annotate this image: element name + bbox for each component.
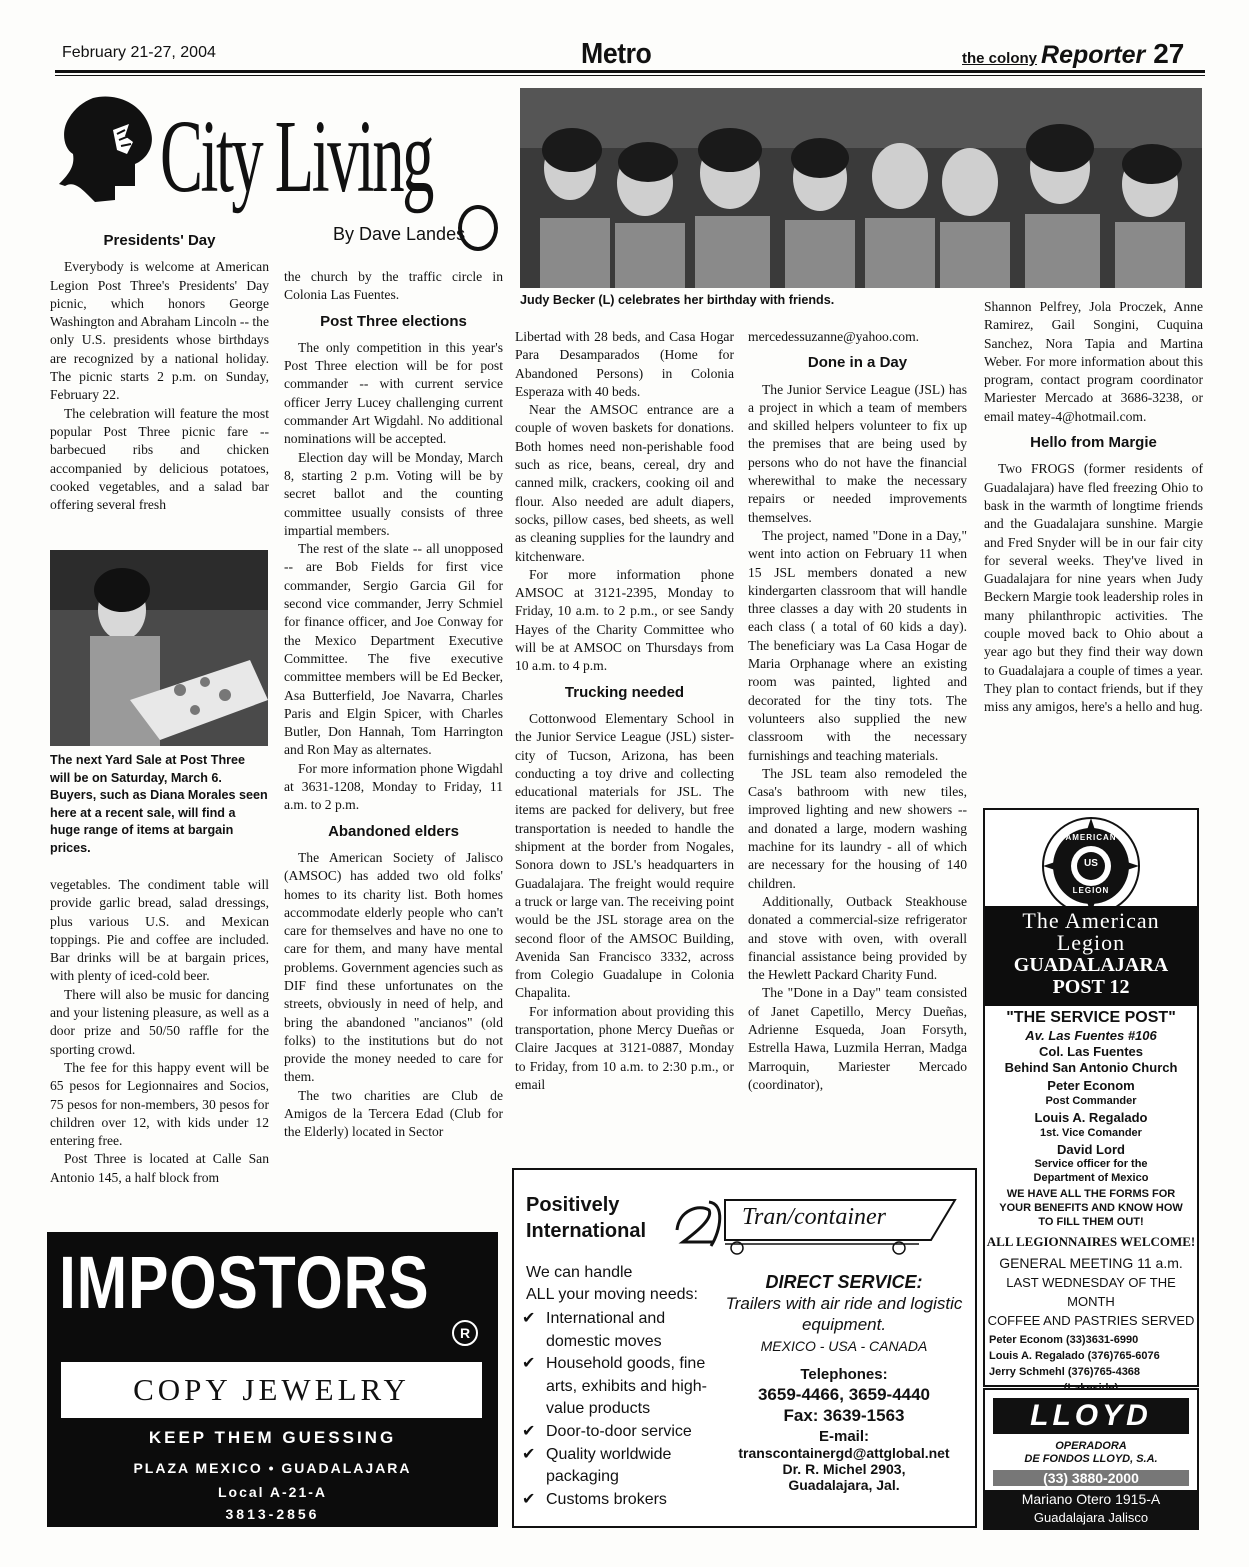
heading-trucking-needed: Trucking needed — [564, 683, 685, 701]
trans-headline-2: International — [526, 1220, 647, 1242]
paper-name: Reporter — [1041, 41, 1146, 69]
legion-name-2: Louis A. Regalado — [1034, 1109, 1148, 1125]
lloyd-line-2: DE FONDOS LLOYD, S.A. — [1024, 1453, 1158, 1465]
trans-city: Guadalajara, Jal. — [788, 1477, 900, 1493]
heading-abandoned-elders: Abandoned elders — [328, 822, 459, 840]
legion-emblem-center: US — [1084, 858, 1098, 869]
article-column-1b — [50, 876, 269, 1187]
legion-name-1: Peter Econom — [1047, 1078, 1135, 1094]
trans-tel: 3659-4466, 3659-4440 — [757, 1385, 931, 1404]
registered-mark — [452, 1320, 478, 1346]
list-item — [522, 1421, 722, 1444]
lloyd-logo — [993, 1398, 1189, 1434]
transcontainer-ad — [512, 1168, 977, 1528]
paragraph: The "Done in a Day" team consisted of Janet Capetillo, Mercy Dueñas, Adrienne Esqueda, Joan Forsyth, Estrella Hawa, Luzmila Herran, Madga Marroquin, Mariester Mercado (coordinator), — [748, 985, 967, 1092]
title-circle — [458, 205, 498, 251]
registered-letter: R — [459, 1325, 471, 1341]
legion-service-post: "THE SERVICE POST" — [1006, 1009, 1176, 1026]
legion-contact-3: Jerry Schmehl (376)765-4368 — [989, 1365, 1141, 1378]
service-item: Door-to-door service — [546, 1422, 692, 1440]
list-item — [522, 1444, 722, 1489]
page-number: 27 — [1153, 38, 1185, 69]
check-icon: ✔ — [522, 1445, 536, 1463]
list-item — [522, 1353, 722, 1421]
impostors-location: PLAZA MEXICO • GUADALAJARA — [133, 1460, 412, 1476]
legion-meeting-2: LAST WEDNESDAY OF THE MONTH — [1006, 1275, 1176, 1310]
trans-headline-1: Positively — [526, 1194, 620, 1216]
impostors-subtitle: COPY JEWELRY — [61, 1362, 482, 1418]
trans-fax: Fax: 3639-1563 — [783, 1406, 905, 1425]
lloyd-addr-2: Guadalajara Jalisco — [1033, 1510, 1149, 1525]
lloyd-ad — [983, 1388, 1199, 1530]
legion-title-4: POST 12 — [1052, 976, 1130, 998]
article-column-5 — [984, 298, 1203, 717]
birthday-photo — [520, 88, 1202, 288]
paper-name-block — [962, 38, 1184, 70]
paragraph: Near the AMSOC entrance are a couple of woven baskets for donations. Both homes need non-perishable food such as rice, beans, cereal, dry and canned milk, crackers, cooking oil and flour. Also needed are adult diapers, socks, pillow cases, bed sheets, as well as cleaning supplies for the laundry and kitchenware. — [515, 402, 734, 564]
article-column-4 — [748, 328, 967, 1094]
heading-presidents-day: Presidents' Day — [103, 232, 216, 249]
legion-role-3: Service officer for the Department of Mexico — [1033, 1158, 1149, 1185]
trans-tel-label: Telephones: — [800, 1366, 888, 1383]
legion-title-2: Legion — [1056, 930, 1126, 955]
legion-forms: WE HAVE ALL THE FORMS FOR YOUR BENEFITS AND KNOW HOW TO FILL THEM OUT! — [999, 1188, 1183, 1229]
paragraph: The Junior Service League (JSL) has a project in which a team of members and skilled helpers volunteer to fix up the premises that are being used by persons who do not have the financial wherewithal to make the necessary repairs or needed improvements themselves. — [748, 381, 967, 525]
legion-contact-1: Peter Econom (33)3631-6990 — [989, 1334, 1139, 1347]
heading-done-in-a-day: Done in a Day — [807, 354, 908, 372]
trans-logo-text: Tran/container — [742, 1204, 887, 1230]
service-item: Quality worldwide packaging — [546, 1445, 672, 1486]
birthday-photo-caption: Judy Becker (L) celebrates her birthday with friends. — [520, 293, 835, 307]
paragraph: For more information phone Wigdahl at 3631-1208, Monday to Friday, 11 a.m. to 2 p.m. — [284, 760, 503, 813]
legion-role-1: Post Commander — [1045, 1095, 1137, 1108]
heading-post-three-elections: Post Three elections — [320, 312, 467, 330]
legion-title-1: The American — [1022, 908, 1160, 933]
legion-emblem-bottom: LEGION — [1072, 886, 1110, 895]
legion-welcome: ALL LEGIONNAIRES WELCOME! — [986, 1234, 1196, 1250]
paragraph: The fee for this happy event will be 65 pesos for Legionnaires and Socios, 75 pesos for non-members, 30 pesos for children over 12, with kids under 12 entering free. — [50, 1059, 269, 1149]
issue-date: February 21-27, 2004 — [62, 44, 216, 61]
article-column-1 — [50, 230, 269, 514]
paragraph: Two FROGS (former residents of Guadalajara) have fled freezing Ohio to bask in the warmth of longtime friends and the Guadalajara sunshine. Margie and Fred Snyder will be in our fair city for several weeks. They've lived in Guadalajara for nine years when Judy Beckern Margie took leadership roles in many philanthropic activities. The couple moved back to Ohio about a year ago but they find their way down to Guadalajara a couple of times a year. They plan to contact friends, but if they miss any amigos, here's a hello and hug. — [984, 461, 1203, 715]
paragraph: For information about providing this transportation, phone Mercy Dueñas or Claire Jacques at 3121-0887, Monday to Friday, from 10 a.m. to 2:30 p.m., or email — [515, 1003, 734, 1092]
paragraph: There will also be music for dancing and your listening pleasure, as well as a door prize and 50/50 raffle for the sporting crowd. — [50, 986, 269, 1057]
city-living-logo-icon — [55, 90, 167, 215]
lloyd-brand: LLOYD — [1030, 1399, 1152, 1432]
service-item: Household goods, fine arts, exhibits and high-value products — [546, 1355, 707, 1418]
paragraph: Cottonwood Elementary School in the Junior Service League (JSL) sister-city of Tucson, Arizona, has been conducting a toy drive and collecting educational materials for JSL. The items are packed for delivery, but free transportation is needed to handle the shipment at the border from Nogales, Sonora down to JSL's headquarters in Guadalajara. The freight would require a truck or large van. The receiving point would be the JSL storage area on the second floor of the AMSOC Building, Avenida San Francisco 3332, across from Colegio Guadalupe in Colonia Chapalita. — [515, 710, 734, 1001]
service-item: International and domestic moves — [546, 1310, 666, 1350]
paragraph: Election day will be Monday, March 8, starting 2 p.m. Voting will be by secret ballot and the counting committee usually consists of three impartial members. — [284, 449, 503, 538]
check-icon: ✔ — [522, 1422, 536, 1440]
lloyd-addr-1: Mariano Otero 1915-A — [1021, 1491, 1161, 1507]
article-column-3 — [515, 328, 734, 1094]
paragraph: The celebration will feature the most popular Post Three picnic fare -- barbecued ribs and chicken accompanied by delicious potatoes, cooked vegetables, and a salad bar offering several fresh — [50, 405, 269, 513]
impostors-local: Local A-21-A — [217, 1484, 328, 1500]
paragraph: For more information phone AMSOC at 3121-2395, Monday to Friday, 10 a.m. to 2 p.m., or see Sandy Hayes of the Charity Committee who will be at AMSOC on Thursdays from 10 a.m. to 4 p.m. — [515, 566, 734, 674]
check-icon: ✔ — [522, 1310, 536, 1327]
paragraph: The two charities are Club de Amigos de la Tercera Edad (Club for the Elderly) located in Sector — [284, 1087, 503, 1140]
lloyd-line-1: OPERADORA — [1055, 1440, 1127, 1452]
paragraph: The rest of the slate -- all unopposed -- are Bob Fields for first vice commander, Sergio Garcia Gil for second vice commander, Jerry Schmiel for finance officer, and Joe Conway for the Mexico Department Executive Committee. The five executive committee members will be Ed Becker, Asa Butterfield, Joe Navarra, Charles Paris and Elgin Spicer, with Charles Butler, Don Hannah, Tom Harrington and Ron May as alternates. — [284, 541, 503, 758]
american-legion-ad — [983, 808, 1199, 1387]
legion-meeting-3: COFFEE AND PASTRIES SERVED — [987, 1313, 1195, 1329]
trans-direct: DIRECT SERVICE: — [765, 1272, 923, 1292]
check-icon: ✔ — [522, 1355, 536, 1373]
trans-email: transcontainergd@attglobal.net — [738, 1445, 950, 1461]
section-name: Metro — [581, 38, 652, 70]
trans-address: Dr. R. Michel 2903, — [782, 1461, 906, 1477]
paragraph: The project, named "Done in a Day," went into action on February 11 when 15 JSL members donated a new kindergarten classroom that will handle three classes a day with 20 students in each class ( a total of 60 kids a day). The beneficiary was La Casa Hogar de Maria Orphanage where an existing room was painted, lighted and decorated for the tiny tots. The volunteers also supplied the new classroom with the necessary furnishings and teaching materials. — [748, 527, 967, 763]
paragraph: The only competition in this year's Post Three election will be for post commander -- with current service officer Jerry Lucey challenging current commander Art Wigdahl. No additional nominations will be accepted. — [284, 339, 503, 447]
impostors-ad — [47, 1232, 498, 1527]
service-item: Customs brokers — [546, 1490, 667, 1508]
trans-countries: MEXICO - USA - CANADA — [760, 1338, 928, 1354]
legion-details — [985, 1008, 1197, 1396]
trans-trailers: Trailers with air ride and logistic equipment. — [725, 1294, 963, 1334]
legion-addr-2: Col. Las Fuentes — [1038, 1043, 1144, 1059]
trans-intro-2: ALL your moving needs: — [526, 1286, 698, 1303]
column-title: City Living — [160, 99, 432, 214]
column-byline: By Dave Landes — [333, 224, 466, 244]
yard-sale-photo — [50, 550, 268, 746]
legion-contact-2: Louis A. Regalado (376)765-6076 — [989, 1349, 1160, 1362]
legion-addr-1: Av. Las Fuentes #106 — [1025, 1028, 1157, 1043]
trans-intro-1: We can handle — [526, 1264, 633, 1281]
paragraph: The American Society of Jalisco (AMSOC) has added two old folks' homes to its charity list. Both homes accommodate elderly people who can't care for themselves and have no one to care for them, and many have mental problems. Government agencies such as DIF find these unfortunates on the streets, obviously in need of help, and bring the abandoned "ancianos" (old folks) to the institutions but do not provide the money needed to care for them. — [284, 849, 503, 1085]
legion-role-2: 1st. Vice Comander — [1040, 1126, 1142, 1139]
article-column-2 — [284, 268, 503, 1142]
trans-email-label: E-mail: — [818, 1428, 869, 1445]
legion-name-3: David Lord — [1057, 1141, 1125, 1157]
paragraph: the church by the traffic circle in Colonia Las Fuentes. — [284, 269, 503, 303]
paragraph: Everybody is welcome at American Legion Post Three's Presidents' Day picnic, which honors George Washington and Abraham Lincoln -- the only U.S. presidents whose birthdays are recognized by a national holiday. The picnic starts 2 p.m. on Sunday, February 22. — [50, 259, 269, 403]
paragraph: mercedessuzanne@yahoo.com. — [748, 329, 920, 344]
list-item — [522, 1308, 722, 1353]
lloyd-bottom — [985, 1490, 1197, 1528]
impostors-phone: 3813-2856 — [225, 1506, 320, 1522]
impostors-brand: IMPOSTORS — [59, 1241, 430, 1324]
paragraph: Libertad with 28 beds, and Casa Hogar Para Desamparados (Home for Abandoned Persons) in Colonia Esperaza with 40 beds. — [515, 329, 734, 399]
list-item — [522, 1489, 722, 1512]
check-icon: ✔ — [522, 1490, 536, 1508]
paragraph: Shannon Pelfrey, Jola Proczek, Anne Ramirez, Gail Songini, Cuquina Sanchez, Nora Tapia and Martina Weber. For more information about this program, contact program coordinator Mariester Mercado at 3686-3238, or email matey-4@hotmail.com. — [984, 299, 1203, 424]
paragraph: Post Three is located at Calle San Antonio 145, a half block from — [50, 1151, 269, 1185]
legion-title-3: GUADALAJARA — [1013, 954, 1169, 976]
impostors-slogan: KEEP THEM GUESSING — [148, 1428, 397, 1447]
paper-prefix: the colony — [962, 50, 1038, 67]
legion-addr-3: Behind San Antonio Church — [1004, 1059, 1178, 1075]
trans-services-list — [522, 1308, 722, 1511]
heading-hello-from-margie: Hello from Margie — [1030, 434, 1157, 452]
paragraph: Additionally, Outback Steakhouse donated a commercial-size refrigerator and stove with oven, with overall financial assistance being provided by the Hewlett Packard Charity Fund. — [748, 893, 967, 983]
yard-sale-photo-caption: The next Yard Sale at Post Three will be on Saturday, March 6. Buyers, such as Diana Morales seen here at a recent sale, will find a huge range of items at bargain prices. — [50, 753, 268, 855]
legion-title-block — [985, 906, 1197, 1006]
paragraph: vegetables. The condiment table will provide garlic bread, salad dressings, plus various U.S. and Mexican toppings. Pie and coffee are included. Bar drinks will be at bargain prices, with plenty of iced-cold beer. — [50, 877, 269, 984]
trans-right-column — [724, 1272, 964, 1493]
lloyd-phone: (33) 3880-2000 — [993, 1470, 1189, 1486]
paragraph: The JSL team also remodeled the Casa's bathroom with new tiles, improved lighting and new showers -- and donated a large, modern washing machine for its laundry - all of which are necessary for the housing of 140 children. — [748, 765, 967, 891]
legion-emblem-top: AMERICAN — [1065, 833, 1117, 842]
legion-meeting-1: GENERAL MEETING 11 a.m. — [999, 1255, 1183, 1272]
